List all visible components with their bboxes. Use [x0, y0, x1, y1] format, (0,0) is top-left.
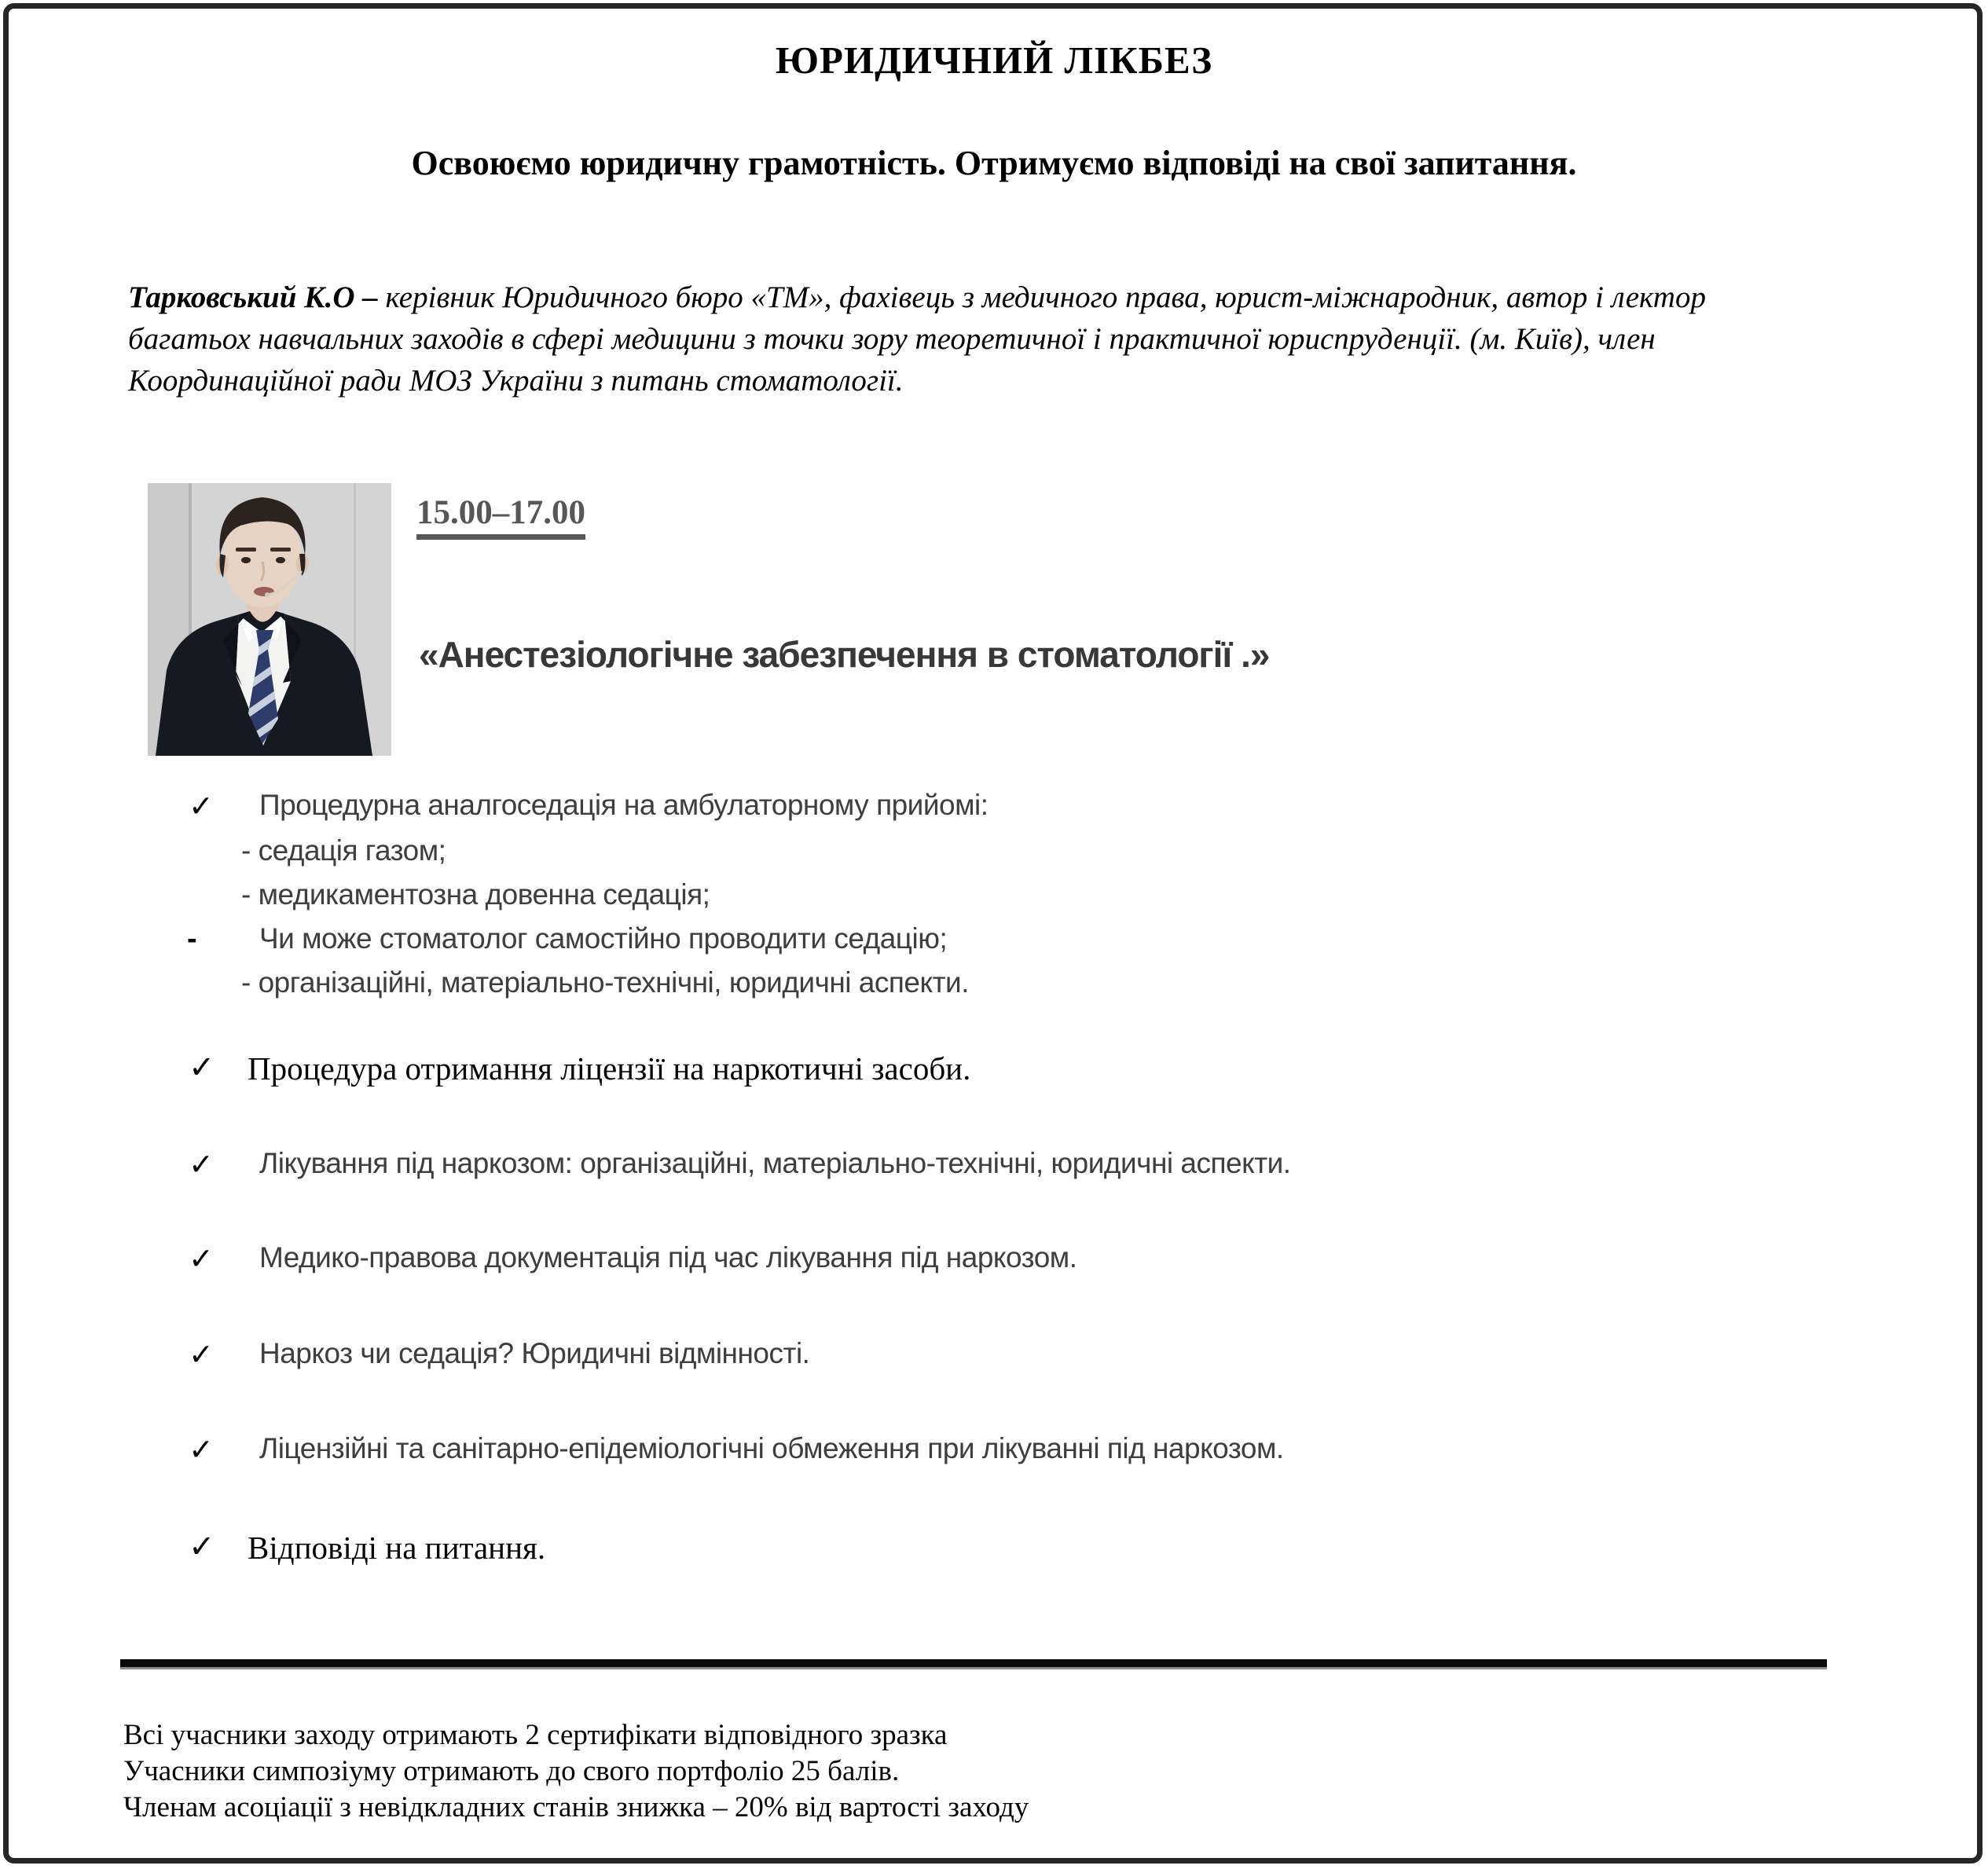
session-time: 15.00–17.00	[416, 493, 585, 540]
check-icon: ✓	[189, 1241, 214, 1276]
agenda-item-text: Медико-правова документація під час лікування під наркозом.	[259, 1241, 1077, 1273]
footer-divider-rule	[120, 1659, 1827, 1669]
speaker-photo-illustration	[148, 483, 391, 756]
speaker-name: Тарковський К.О –	[128, 280, 378, 314]
speaker-bio-text: керівник Юридичного бюро «ТМ», фахівець з медичного права, юрист-міжнародник, автор і лектор багатьох навчальних заходів в сфері медицини з точки зору теоретичної і практичної юриспруденції. (м. Київ), член Координаційної ради МОЗ України з питань стоматології.	[128, 280, 1706, 398]
footer-line: Членам асоціації з невідкладних станів знижка – 20% від вартості заходу	[123, 1791, 1029, 1823]
check-icon: ✓	[189, 1050, 215, 1086]
footer-line: Учасники симпозіуму отримають до свого портфоліо 25 балів.	[123, 1755, 900, 1787]
check-icon: ✓	[189, 1529, 215, 1565]
footer-notes	[123, 1717, 1773, 1826]
agenda-item-text: Наркоз чи седація? Юридичні відмінності.	[259, 1337, 810, 1369]
check-icon: ✓	[189, 1147, 214, 1182]
agenda-item-text: Відповіді на питання.	[248, 1530, 546, 1566]
agenda-item-text: Ліцензійні та санітарно-епідеміологічні обмеження при лікуванні під наркозом.	[259, 1432, 1284, 1464]
speaker-bio	[128, 277, 1817, 401]
talk-title: «Анестезіологічне забезпечення в стоматології .»	[419, 634, 1270, 675]
agenda-item-text: Чи може стоматолог самостійно проводити седацію;	[259, 922, 948, 955]
footer-line: Всі учасники заходу отримають 2 сертифікати відповідного зразка	[123, 1719, 948, 1751]
page-subtitle: Освоюємо юридичну грамотність. Отримуємо відповіді на свої запитання.	[411, 144, 1577, 182]
dash-marker: -	[187, 922, 197, 955]
agenda-item-text: - організаційні, матеріально-технічні, юридичні аспекти.	[241, 966, 969, 999]
check-icon: ✓	[189, 1337, 214, 1372]
agenda-item-text: Процедурна аналгоседація на амбулаторному прийомі:	[259, 789, 988, 821]
check-icon: ✓	[189, 789, 214, 823]
check-icon: ✓	[189, 1432, 214, 1467]
speaker-photo	[148, 483, 391, 756]
agenda-item-text: Процедура отримання ліцензії на наркотичні засоби.	[248, 1050, 971, 1087]
agenda-item-text: - медикаментозна довенна седація;	[241, 878, 710, 911]
page-title: ЮРИДИЧНИЙ ЛІКБЕЗ	[775, 38, 1213, 82]
agenda-item-text: Лікування під наркозом: організаційні, матеріально-технічні, юридичні аспекти.	[259, 1147, 1291, 1179]
agenda-item-text: - седація газом;	[241, 834, 446, 867]
